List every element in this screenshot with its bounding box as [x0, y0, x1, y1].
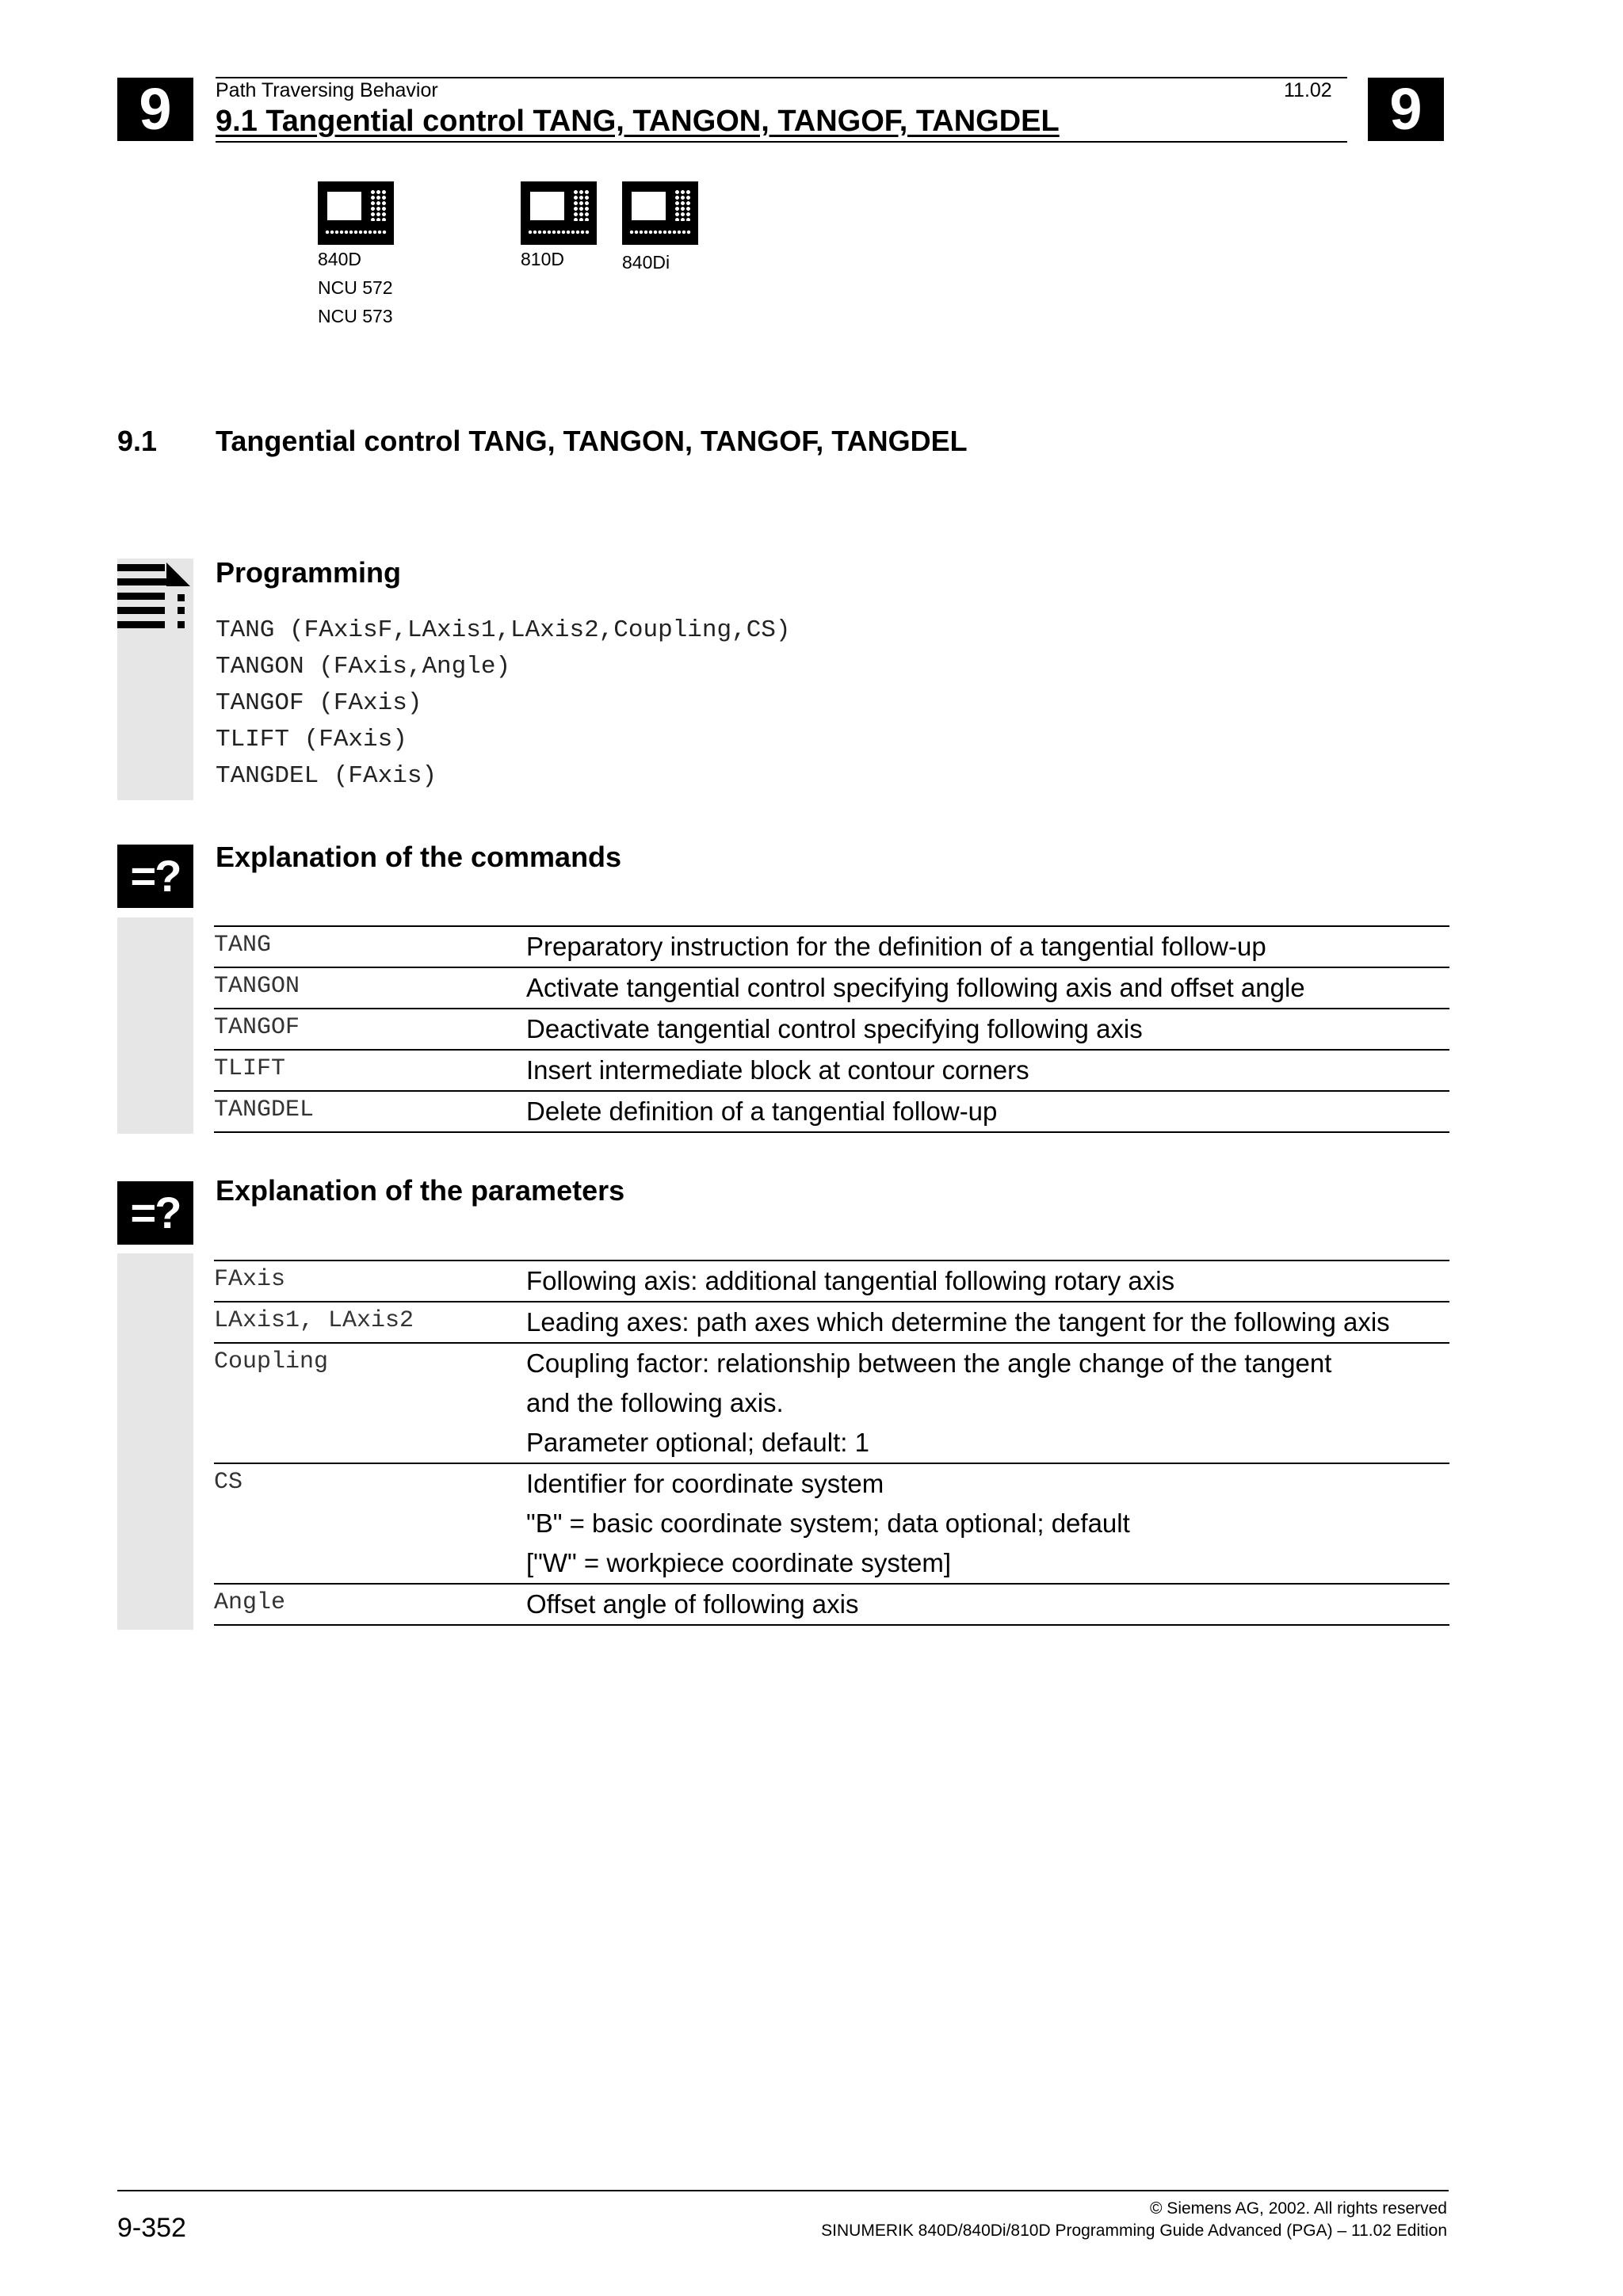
parameter-description: Leading axes: path axes which determine the tangent for the following axis	[526, 1302, 1449, 1343]
parameter-description: Offset angle of following axis	[526, 1584, 1449, 1625]
section-number: 9.1	[117, 425, 158, 457]
parameter-description: Coupling factor: relationship between the angle change of the tangent and the following axis. Parameter optional; default: 1	[526, 1343, 1449, 1463]
parameter-name: LAxis1, LAxis2	[214, 1302, 526, 1343]
table-row	[214, 1302, 1449, 1343]
table-row	[214, 1091, 1449, 1132]
page-number: 9-352	[117, 2213, 186, 2243]
running-header-chapter: Path Traversing Behavior	[216, 79, 438, 101]
footer-rule	[117, 2190, 1449, 2191]
chapter-badge-left: 9	[117, 78, 193, 141]
command-name: TANGON	[214, 967, 526, 1009]
explanation-icon: =?	[117, 1181, 193, 1245]
command-name: TANGOF	[214, 1009, 526, 1050]
footer-publication: SINUMERIK 840D/840Di/810D Programming Guide Advanced (PGA) – 11.02 Edition	[821, 2222, 1447, 2240]
command-description: Delete definition of a tangential follow-up	[526, 1091, 1449, 1132]
code-line: TANGON (FAxis,Angle)	[216, 653, 511, 681]
code-line: TANG (FAxisF,LAxis1,LAxis2,Coupling,CS)	[216, 616, 791, 644]
control-label-810d: 810D	[521, 249, 564, 269]
programming-code-block	[216, 612, 791, 795]
header-top-rule	[216, 77, 1347, 78]
command-name: TLIFT	[214, 1050, 526, 1091]
explanation-icon: =?	[117, 845, 193, 908]
header-bottom-rule	[216, 141, 1347, 143]
programming-heading: Programming	[216, 556, 402, 589]
document-icon	[117, 563, 193, 634]
commands-table	[214, 925, 1449, 1133]
chapter-badge-right: 9	[1368, 78, 1444, 141]
table-row	[214, 1584, 1449, 1625]
table-row	[214, 1009, 1449, 1050]
table-row	[214, 926, 1449, 967]
control-unit-icon	[622, 181, 698, 245]
code-line: TLIFT (FAxis)	[216, 726, 407, 753]
command-description: Deactivate tangential control specifying following axis	[526, 1009, 1449, 1050]
command-description: Preparatory instruction for the definition of a tangential follow-up	[526, 926, 1449, 967]
parameters-table	[214, 1260, 1449, 1626]
code-line: TANGDEL (FAxis)	[216, 762, 437, 790]
commands-heading: Explanation of the commands	[216, 841, 622, 873]
table-row	[214, 1050, 1449, 1091]
running-header-title: 9.1 Tangential control TANG, TANGON, TANGOF, TANGDEL	[216, 105, 1060, 138]
parameters-sidebar	[117, 1253, 193, 1630]
control-label-840d: 840D NCU 572 NCU 573	[318, 249, 393, 326]
parameter-description: Identifier for coordinate system "B" = basic coordinate system; data optional; default ["W" = workpiece coordinate system]	[526, 1463, 1449, 1584]
table-row	[214, 1343, 1449, 1463]
command-description: Insert intermediate block at contour corners	[526, 1050, 1449, 1091]
table-row	[214, 1463, 1449, 1584]
table-row	[214, 1261, 1449, 1302]
section-title: Tangential control TANG, TANGON, TANGOF, TANGDEL	[216, 425, 968, 457]
parameter-description: Following axis: additional tangential following rotary axis	[526, 1261, 1449, 1302]
control-unit-icon	[318, 181, 394, 245]
running-header-edition: 11.02	[1284, 79, 1332, 101]
command-name: TANGDEL	[214, 1091, 526, 1132]
command-description: Activate tangential control specifying following axis and offset angle	[526, 967, 1449, 1009]
parameter-name: Coupling	[214, 1343, 526, 1463]
parameter-name: Angle	[214, 1584, 526, 1625]
command-name: TANG	[214, 926, 526, 967]
control-unit-icon	[521, 181, 597, 245]
table-row	[214, 967, 1449, 1009]
parameter-name: FAxis	[214, 1261, 526, 1302]
parameter-name: CS	[214, 1463, 526, 1584]
commands-sidebar	[117, 917, 193, 1134]
code-line: TANGOF (FAxis)	[216, 689, 422, 717]
parameters-heading: Explanation of the parameters	[216, 1174, 625, 1207]
footer-copyright: © Siemens AG, 2002. All rights reserved	[1150, 2199, 1447, 2218]
control-label-840di: 840Di	[622, 252, 670, 273]
